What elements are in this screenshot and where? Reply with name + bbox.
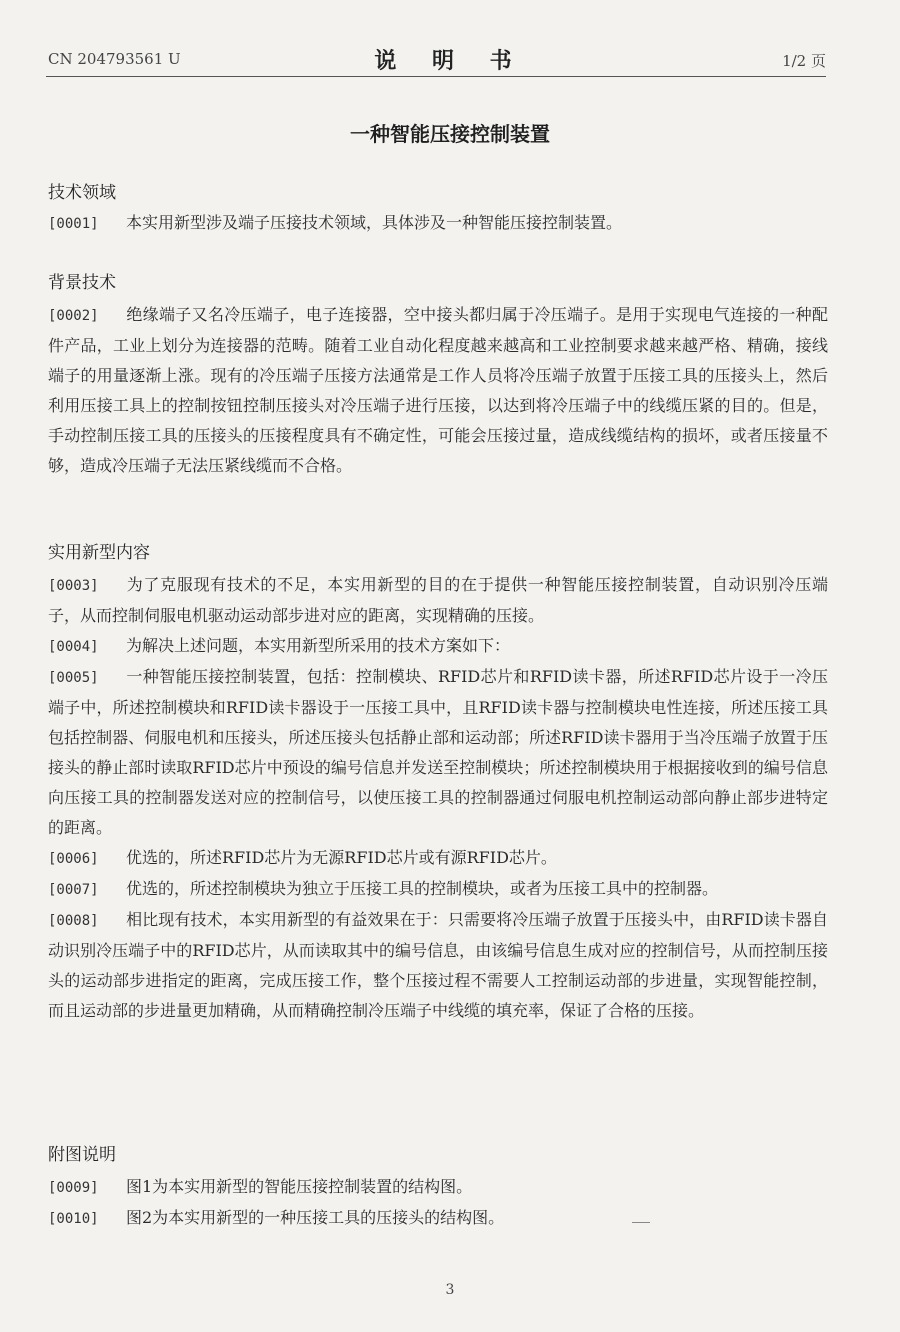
paragraph-number: [0004] xyxy=(48,639,99,655)
page-number: 3 xyxy=(445,1282,455,1298)
section-technical-field xyxy=(48,180,828,239)
paragraph-number: [0001] xyxy=(48,216,99,232)
paragraph-text: 图1为本实用新型的智能压接控制装置的结构图。 xyxy=(126,1177,473,1196)
paragraph-text: 图2为本实用新型的一种压接工具的压接头的结构图。 xyxy=(126,1208,505,1227)
section-heading: 技术领域 xyxy=(48,183,116,203)
paragraph xyxy=(48,570,828,631)
publication-number: CN 204793561 U xyxy=(48,50,181,68)
paragraph xyxy=(48,300,828,481)
paragraph xyxy=(48,662,828,843)
section-drawings-description xyxy=(48,1142,828,1234)
paragraph xyxy=(48,843,828,874)
paragraph-number: [0005] xyxy=(48,670,99,686)
section-heading: 背景技术 xyxy=(48,273,116,293)
paragraph-text: 本实用新型涉及端子压接技术领域，具体涉及一种智能压接控制装置。 xyxy=(126,213,623,232)
paragraph-text: 一种智能压接控制装置，包括：控制模块、RFID芯片和RFID读卡器，所述RFID芯片设于一冷压端子中，所述控制模块和RFID读卡器设于一压接工具中，且RFID读卡器与控制模块电性连接，所述压接工具包括控制器、伺服电机和压接头，所述压接头包括静止部和运动部；所述RFID读卡器用于当冷压端子放置于压接头的静止部时读取RFID芯片中预设的编号信息并发送至控制模块；所述控制模块用于根据接收到的编号信息向压接工具的控制器发送对应的控制信号，以使压接工具的控制器通过伺服电机控制运动部向静止部步进特定的距离。 xyxy=(48,667,828,837)
paragraph-text: 为了克服现有技术的不足，本实用新型的目的在于提供一种智能压接控制装置，自动识别冷压端子，从而控制伺服电机驱动运动部步进对应的距离，实现精确的压接。 xyxy=(48,575,828,625)
paragraph-text: 为解决上述问题，本实用新型所采用的技术方案如下： xyxy=(126,636,511,655)
page-indicator: 1/2 页 xyxy=(782,52,826,70)
paragraph-text: 优选的，所述RFID芯片为无源RFID芯片或有源RFID芯片。 xyxy=(126,848,557,867)
paragraph-number: [0007] xyxy=(48,882,99,898)
document-title: 一种智能压接控制装置 xyxy=(350,122,550,146)
header-rule xyxy=(46,76,826,77)
section-heading: 附图说明 xyxy=(48,1145,116,1165)
scan-mark xyxy=(632,1222,650,1223)
document-type-title: 说 明 书 xyxy=(374,48,526,74)
section-heading: 实用新型内容 xyxy=(48,543,150,563)
paragraph-number: [0006] xyxy=(48,851,99,867)
section-background xyxy=(48,270,828,481)
section-utility-content xyxy=(48,540,828,1026)
paragraph xyxy=(48,208,828,239)
paragraph-text: 优选的，所述控制模块为独立于压接工具的控制模块，或者为压接工具中的控制器。 xyxy=(126,879,719,898)
paragraph xyxy=(48,631,828,662)
paragraph xyxy=(48,1203,828,1234)
paragraph xyxy=(48,1172,828,1203)
paragraph-number: [0008] xyxy=(48,913,99,929)
paragraph-text: 绝缘端子又名冷压端子，电子连接器，空中接头都归属于冷压端子。是用于实现电气连接的一种配件产品，工业上划分为连接器的范畴。随着工业自动化程度越来越高和工业控制要求越来越严格、精确，接线端子的用量逐渐上涨。现有的冷压端子压接方法通常是工作人员将冷压端子放置于压接工具的压接头上，然后利用压接工具上的控制按钮控制压接头对冷压端子进行压接，以达到将冷压端子中的线缆压紧的目的。但是，手动控制压接工具的压接头的压接程度具有不确定性，可能会压接过量，造成线缆结构的损坏，或者压接量不够，造成冷压端子无法压紧线缆而不合格。 xyxy=(48,305,828,475)
paragraph-number: [0002] xyxy=(48,308,99,324)
paragraph xyxy=(48,874,828,905)
paragraph-number: [0010] xyxy=(48,1211,99,1227)
paragraph-text: 相比现有技术，本实用新型的有益效果在于：只需要将冷压端子放置于压接头中，由RFID读卡器自动识别冷压端子中的RFID芯片，从而读取其中的编号信息，由该编号信息生成对应的控制信号，从而控制压接头的运动部步进指定的距离，完成压接工作，整个压接过程不需要人工控制运动部的步进量，实现智能控制，而且运动部的步进量更加精确，从而精确控制冷压端子中线缆的填充率，保证了合格的压接。 xyxy=(48,910,828,1020)
paragraph-number: [0003] xyxy=(48,578,99,594)
paragraph xyxy=(48,905,828,1026)
paragraph-number: [0009] xyxy=(48,1180,99,1196)
